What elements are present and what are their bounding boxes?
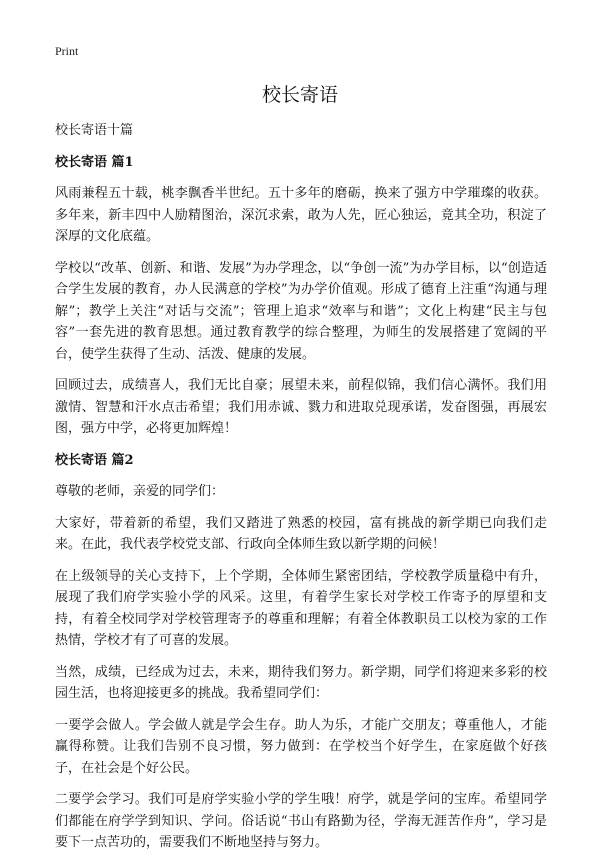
section-heading-1: 校长寄语 篇1	[55, 154, 134, 170]
paragraph: 二要学会学习。我们可是府学实验小学的学生哦！府学，就是学问的宝库。希望同学们都能在府学学到知识、学问。俗话说“书山有路勤为径，学海无涯苦作舟”，学习是要下一点苦功的，需要我们不断地坚持与努力。	[55, 792, 547, 850]
article-body	[55, 120, 547, 864]
paragraph: 在上级领导的关心支持下，上个学期，全体师生紧密团结，学校教学质量稳中有升，展现了我们府学实验小学的风采。这里，有着学生家长对学校工作寄予的厚望和支持，有着全校同学对学校管理寄予的尊重和理解；有着全体教职员工以校为家的工作热情，学校才有了可喜的发展。	[55, 568, 547, 648]
paragraph: 风雨兼程五十载，桃李飘香半世纪。五十多年的磨砺，换来了强方中学璀璨的收获。多年来，新丰四中人励精图治，深沉求索，敢为人先，匠心独运，竟其全功，积淀了深厚的文化底蕴。	[55, 186, 547, 244]
paragraph: 学校以“改革、创新、和谐、发展”为办学理念，以“争创一流”为办学目标，以“创造适合学生发展的教育，办人民满意的学校”为办学价值观。形成了德育上注重“沟通与理解”；教学上关注“对话与交流”；管理上追求“效率与和谐”；文化上构建“民主与包容”一套先进的教育思想。通过教育教学的综合整理，为师生的发展搭建了宽阔的平台，使学生获得了生动、活泼、健康的发展。	[55, 260, 547, 362]
paragraph: 大家好，带着新的希望，我们又踏进了熟悉的校园，富有挑战的新学期已向我们走来。在此，我代表学校党支部、行政向全体师生致以新学期的问候！	[55, 515, 547, 552]
section-heading-2: 校长寄语 篇2	[55, 452, 134, 468]
paragraph: 回顾过去，成绩喜人，我们无比自豪；展望未来，前程似锦，我们信心满怀。我们用激情、智慧和汗水点击希望；我们用赤诚、戮力和进取兑现承诺，发奋图强，再展宏图，强方中学，必将更加辉煌！	[55, 378, 547, 436]
page-title: 校长寄语	[261, 84, 338, 106]
paragraph: 一要学会做人。学会做人就是学会生存。助人为乐，才能广交朋友；尊重他人，才能赢得称赞。让我们告别不良习惯，努力做到：在学校当个好学生，在家庭做个好孩子，在社会是个好公民。	[55, 717, 547, 776]
article-subtitle: 校长寄语十篇	[55, 123, 134, 138]
paragraph: 当然，成绩，已经成为过去，未来，期待我们努力。新学期，同学们将迎来多彩的校园生活，也将迎接更多的挑战。我希望同学们：	[55, 664, 547, 701]
paragraph: 尊敬的老师，亲爱的同学们：	[55, 484, 225, 499]
print-link[interactable]: Print	[55, 44, 79, 58]
